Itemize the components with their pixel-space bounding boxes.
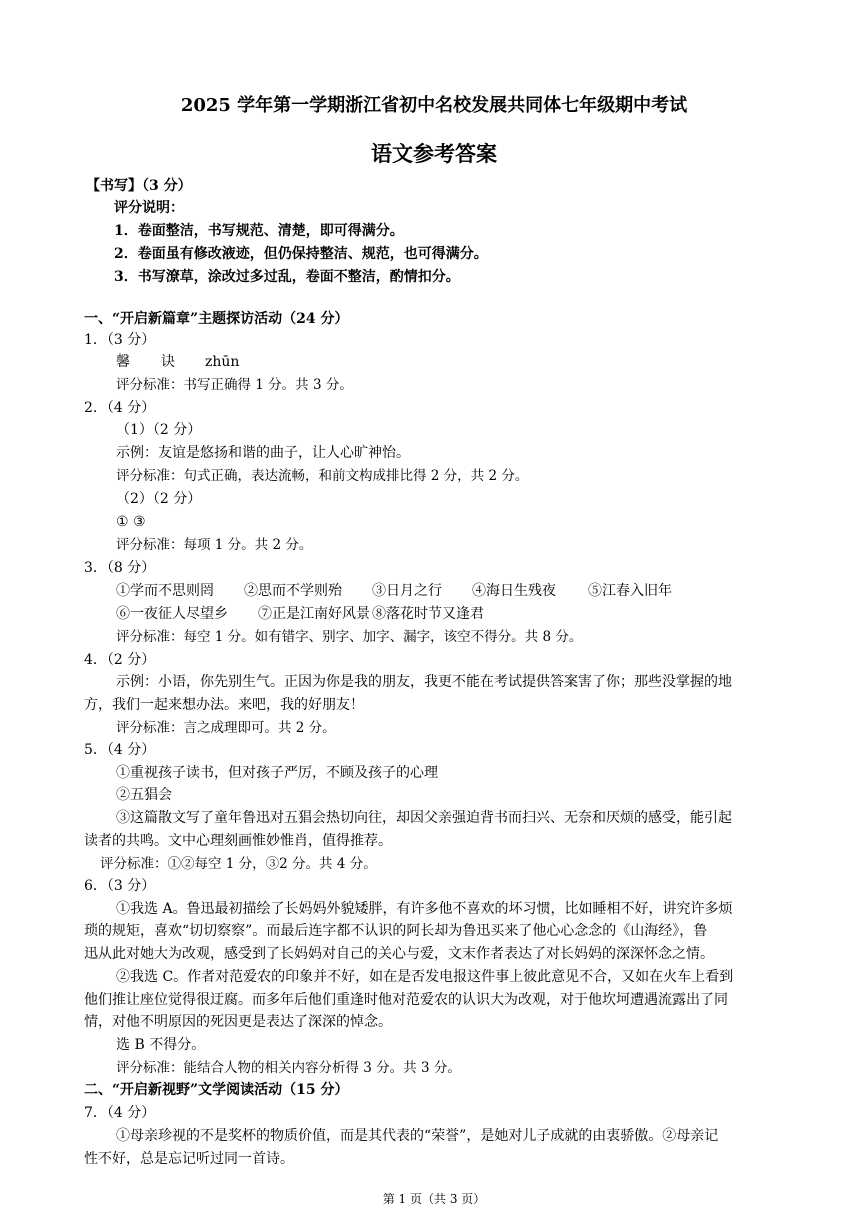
- q2-part2-label: （2）（2 分）: [116, 491, 202, 507]
- writing-note-label: 评分说明：: [114, 200, 184, 216]
- q7-label: 7．（4 分）: [84, 1105, 156, 1121]
- q7-answer-line: ①母亲珍视的不是奖杯的物质价值，而是其代表的“荣誉”，是她对儿子成就的由衷骄傲。②母亲记: [116, 1128, 719, 1144]
- answer-key-title: 语文参考答案: [371, 141, 497, 166]
- q3-answer-6: ⑥一夜征人尽望乡: [116, 606, 228, 622]
- q5-standard: 评分标准：①②每空 1 分，③2 分。共 4 分。: [100, 856, 377, 872]
- q2-part1-answer: 示例：友谊是悠扬和谐的曲子，让人心旷神怡。: [116, 445, 410, 461]
- q3-answer-3: ③日月之行: [372, 583, 442, 599]
- q7-answer-line: 性不好，总是忘记听过同一首诗。: [84, 1151, 294, 1167]
- q4-answer-line: 方，我们一起来想办法。来吧，我的好朋友！: [84, 697, 364, 713]
- q3-answer-5: ⑤江春入旧年: [588, 583, 672, 599]
- q3-label: 3．（8 分）: [84, 560, 156, 576]
- writing-item: 1．卷面整洁，书写规范、清楚，即可得满分。: [114, 223, 404, 239]
- q5-answer-1: ①重视孩子读书，但对孩子严厉，不顾及孩子的心理: [116, 765, 438, 781]
- section-2-heading: 二、“开启新视野”文学阅读活动（15 分）: [84, 1082, 349, 1098]
- q2-label: 2．（4 分）: [84, 400, 156, 416]
- q2-part1-standard: 评分标准：句式正确，表达流畅，和前文构成排比得 2 分，共 2 分。: [116, 468, 529, 484]
- q1-answer-1: 馨: [116, 354, 130, 370]
- q3-answer-8: ⑧落花时节又逢君: [372, 606, 484, 622]
- q6-choice-a-line: 琐的规矩，喜欢“切切察察”。而最后连字都不认识的阿长却为鲁迅买来了他心心念念的《山海经》，鲁: [84, 923, 708, 939]
- q4-standard: 评分标准：言之成理即可。共 2 分。: [116, 720, 336, 736]
- q5-label: 5．（4 分）: [84, 742, 156, 758]
- q3-standard: 评分标准：每空 1 分。如有错字、别字、加字、漏字，该空不得分。共 8 分。: [116, 629, 583, 645]
- section-1-heading: 一、“开启新篇章”主题探访活动（24 分）: [84, 311, 349, 327]
- writing-item: 3．书写潦草，涂改过多过乱，卷面不整洁，酌情扣分。: [114, 269, 460, 285]
- q5-answer-3-line: 读者的共鸣。文中心理刻画惟妙惟肖，值得推荐。: [84, 833, 392, 849]
- q5-answer-3-line: ③这篇散文写了童年鲁迅对五猖会热切向往，却因父亲强迫背书而扫兴、无奈和厌烦的感受，能引起: [116, 810, 732, 826]
- q6-choice-a-line: ①我选 A。鲁迅最初描绘了长妈妈外貌矮胖，有许多他不喜欢的坏习惯，比如睡相不好，讲究许多烦: [116, 901, 733, 917]
- q5-answer-2: ②五猖会: [116, 787, 172, 803]
- q6-choice-b-note: 选 B 不得分。: [116, 1037, 206, 1053]
- q1-standard: 评分标准：书写正确得 1 分。共 3 分。: [116, 377, 353, 393]
- q1-answer-3: zhūn: [205, 354, 240, 370]
- q4-answer-line: 示例：小语，你先别生气。正因为你是我的朋友，我更不能在考试提供答案害了你；那些没掌握的地: [116, 674, 732, 690]
- page-number: 第 1 页（共 3 页）: [382, 1192, 486, 1206]
- writing-item: 2．卷面虽有修改液迹，但仍保持整洁、规范，也可得满分。: [114, 246, 488, 262]
- q6-standard: 评分标准：能结合人物的相关内容分析得 3 分。共 3 分。: [116, 1060, 461, 1076]
- q4-label: 4．（2 分）: [84, 652, 156, 668]
- q1-answer-2: 诀: [161, 354, 175, 370]
- q3-answer-7: ⑦正是江南好风景: [258, 606, 370, 622]
- q2-part2-answer: ① ③: [116, 514, 146, 530]
- q2-part2-standard: 评分标准：每项 1 分。共 2 分。: [116, 537, 313, 553]
- q6-choice-c-line: 情，对他不明原因的死因更是表达了深深的悼念。: [84, 1014, 392, 1030]
- q3-answer-1: ①学而不思则罔: [116, 583, 214, 599]
- exam-title: 2025 学年第一学期浙江省初中名校发展共同体七年级期中考试: [180, 95, 688, 116]
- q3-answer-4: ④海日生残夜: [472, 583, 556, 599]
- q6-label: 6．（3 分）: [84, 878, 156, 894]
- q6-choice-c-line: 他们推让座位觉得很迂腐。而多年后他们重逢时他对范爱农的认识大为改观，对于他坎坷遭遇流露出了同: [84, 992, 728, 1008]
- q6-choice-c-line: ②我选 C。作者对范爱农的印象并不好，如在是否发电报这件事上彼此意见不合，又如在火车上看到: [116, 969, 734, 985]
- writing-heading: 【书写】（3 分）: [86, 178, 192, 194]
- q2-part1-label: （1）（2 分）: [116, 422, 202, 438]
- q1-label: 1．（3 分）: [84, 332, 156, 348]
- q6-choice-a-line: 迅从此对她大为改观，感受到了长妈妈对自己的关心与爱，文末作者表达了对长妈妈的深深怀念之情。: [84, 946, 714, 962]
- q3-answer-2: ②思而不学则殆: [244, 583, 342, 599]
